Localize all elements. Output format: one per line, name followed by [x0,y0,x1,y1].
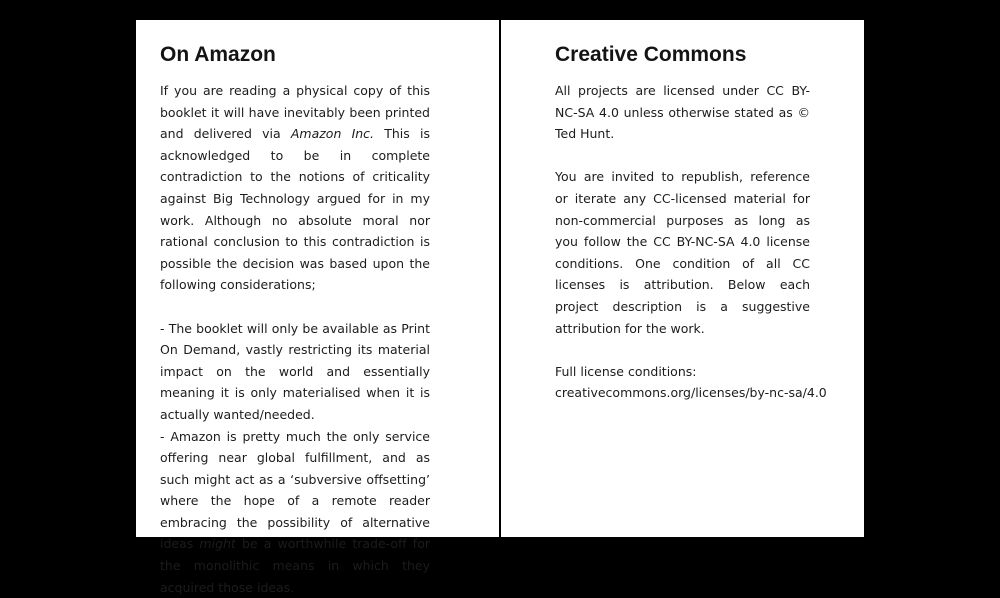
consideration-point-1: - The booklet will only be available as Print On Demand, vastly restricting its material impact on the world and essentially meaning it is only materialised when it is actually wanted/needed. [160,318,430,426]
intro-text-part2: This is acknowledged to be in complete contradiction to the notions of criticality against Big Technology argued for in my work. Although no absolute moral nor rational conclusion to this contradiction is possible the decision was based upon the following considerations; [160,126,430,292]
point2-text-part2: be a worthwhile trade-off for the monolithic means in which they acquired those ideas. [160,536,430,594]
intro-italic-amazon: Amazon Inc. [291,126,374,141]
booklet-spread [136,20,864,537]
left-page [136,20,499,537]
intro-text-part1: If you are reading a physical copy of this booklet it will have inevitably been printed and delivered via [160,83,430,141]
point2-italic-might: might [199,536,235,551]
republish-invitation: You are invited to republish, reference or iterate any CC-licensed material for non-commercial purposes as long as you follow the CC BY-NC-SA 4.0 license conditions. One condition of all CC licenses is attribution. Below each project description is a suggestive attribution for the work. [555,166,810,339]
full-license-link[interactable]: creativecommons.org/licenses/by-nc-sa/4.0 [555,382,810,404]
point2-text-part1: - Amazon is pretty much the only service offering near global fulfillment, and as such might act as a ‘subversive offsetting’ where the hope of a remote reader embracing the possibility of alternative ideas [160,429,430,552]
right-page [501,20,864,537]
license-statement: All projects are licensed under CC BY-NC-SA 4.0 unless otherwise stated as © Ted Hunt. [555,80,810,145]
intro-paragraph [160,80,430,296]
full-license-label: Full license conditions: [555,361,810,383]
page-heading-on-amazon: On Amazon [160,42,430,68]
consideration-point-2 [160,426,430,598]
page-heading-creative-commons: Creative Commons [555,42,810,68]
